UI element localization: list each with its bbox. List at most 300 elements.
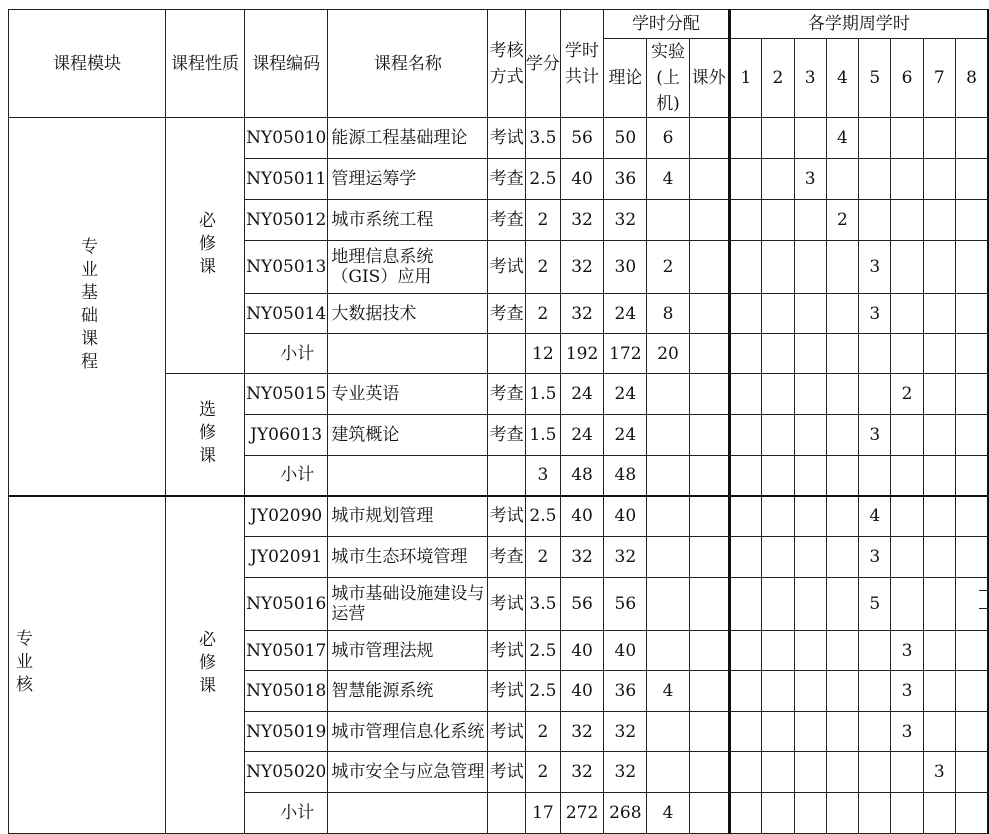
semester-5-hours: 4: [859, 496, 891, 537]
lab-hours: [647, 752, 689, 793]
semester-6-hours: [891, 496, 923, 537]
semester-6-hours: [891, 118, 923, 159]
lab-hours: [647, 496, 689, 537]
subtotal-exam-blank: [488, 456, 526, 496]
extra-hours: [689, 631, 729, 671]
subtotal-semester-2-blank: [762, 334, 794, 374]
subtotal-semester-5-blank: [859, 456, 891, 496]
theory-hours: 30: [604, 241, 647, 294]
course-code: NY05016: [245, 578, 328, 631]
extra-hours: [689, 159, 729, 200]
total-hours: 56: [560, 578, 603, 631]
subtotal-name-blank: [328, 793, 488, 834]
extra-hours: [689, 294, 729, 334]
extra-hours: [689, 537, 729, 578]
col-header-theory: 理论: [604, 39, 647, 118]
semester-8-hours: [955, 241, 988, 294]
exam-method: 考试: [488, 496, 526, 537]
course-name: 城市系统工程: [328, 200, 488, 241]
semester-7-hours: [923, 241, 955, 294]
semester-2-hours: [762, 294, 794, 334]
theory-hours: 40: [604, 631, 647, 671]
subtotal-credit: 12: [525, 334, 560, 374]
semester-8-hours: [955, 671, 988, 712]
col-header-exam: 考核方式: [488, 10, 526, 118]
subtotal-semester-8-blank: [955, 456, 988, 496]
course-name: 城市管理法规: [328, 631, 488, 671]
semester-1-hours: [729, 671, 762, 712]
col-header-code: 课程编码: [245, 10, 328, 118]
subtotal-semester-2-blank: [762, 793, 794, 834]
subtotal-semester-3-blank: [794, 334, 826, 374]
col-header-semester-title: 各学期周学时: [729, 10, 988, 39]
semester-8-hours: [955, 537, 988, 578]
semester-7-hours: [923, 118, 955, 159]
total-hours: 40: [560, 496, 603, 537]
lab-hours: [647, 537, 689, 578]
subtotal-semester-6-blank: [891, 793, 923, 834]
semester-5-hours: [859, 631, 891, 671]
extra-hours: [689, 752, 729, 793]
subtotal-semester-7-blank: [923, 793, 955, 834]
subtotal-credit: 17: [525, 793, 560, 834]
semester-8-hours: [955, 200, 988, 241]
col-header-lab: 实验(上机): [647, 39, 689, 118]
col-header-semester-3: 3: [794, 39, 826, 118]
module-title: 专业核: [9, 496, 166, 834]
exam-method: 考查: [488, 159, 526, 200]
col-header-semester-1: 1: [729, 39, 762, 118]
semester-5-hours: 5: [859, 578, 891, 631]
semester-2-hours: [762, 496, 794, 537]
col-header-semester-4: 4: [826, 39, 858, 118]
semester-5-hours: 3: [859, 294, 891, 334]
semester-2-hours: [762, 631, 794, 671]
semester-8-hours: [955, 712, 988, 752]
course-name: 城市生态环境管理: [328, 537, 488, 578]
semester-1-hours: [729, 159, 762, 200]
semester-1-hours: [729, 712, 762, 752]
subtotal-semester-4-blank: [826, 334, 858, 374]
semester-8-hours: [955, 159, 988, 200]
total-hours: 40: [560, 631, 603, 671]
theory-hours: 32: [604, 537, 647, 578]
credit: 2: [525, 241, 560, 294]
course-name: 智慧能源系统: [328, 671, 488, 712]
total-hours: 32: [560, 752, 603, 793]
total-hours: 56: [560, 118, 603, 159]
course-name: 城市安全与应急管理: [328, 752, 488, 793]
theory-hours: 36: [604, 671, 647, 712]
table-row: [9, 118, 989, 159]
semester-3-hours: [794, 415, 826, 456]
exam-method: 考试: [488, 578, 526, 631]
semester-7-hours: 3: [923, 752, 955, 793]
lab-hours: 6: [647, 118, 689, 159]
semester-6-hours: [891, 752, 923, 793]
semester-2-hours: [762, 374, 794, 415]
subtotal-extra-blank: [689, 793, 729, 834]
subtotal-lab: 4: [647, 793, 689, 834]
subtotal-hours: 192: [560, 334, 603, 374]
subtotal-theory: 172: [604, 334, 647, 374]
semester-3-hours: 3: [794, 159, 826, 200]
subtotal-hours: 48: [560, 456, 603, 496]
extra-hours: [689, 415, 729, 456]
semester-6-hours: [891, 578, 923, 631]
semester-7-hours: [923, 200, 955, 241]
subtotal-semester-5-blank: [859, 334, 891, 374]
semester-6-hours: 2: [891, 374, 923, 415]
semester-3-hours: [794, 537, 826, 578]
extra-hours: [689, 496, 729, 537]
subtotal-extra-blank: [689, 456, 729, 496]
semester-7-hours: [923, 671, 955, 712]
semester-4-hours: [826, 294, 858, 334]
subtotal-semester-1-blank: [729, 793, 762, 834]
col-header-name: 课程名称: [328, 10, 488, 118]
semester-5-hours: [859, 374, 891, 415]
semester-4-hours: [826, 631, 858, 671]
semester-2-hours: [762, 159, 794, 200]
semester-5-hours: [859, 671, 891, 712]
extra-hours: [689, 578, 729, 631]
semester-7-hours: [923, 159, 955, 200]
course-code: NY05020: [245, 752, 328, 793]
subtotal-semester-7-blank: [923, 456, 955, 496]
semester-3-hours: [794, 712, 826, 752]
theory-hours: 32: [604, 712, 647, 752]
subtotal-extra-blank: [689, 334, 729, 374]
semester-7-hours: [923, 374, 955, 415]
credit: 2: [525, 752, 560, 793]
subtotal-semester-8-blank: [955, 793, 988, 834]
subtotal-hours: 272: [560, 793, 603, 834]
col-header-extra: 课外: [689, 39, 729, 118]
semester-8-hours: [955, 496, 988, 537]
semester-3-hours: [794, 294, 826, 334]
exam-method: 考查: [488, 415, 526, 456]
semester-1-hours: [729, 294, 762, 334]
subtotal-semester-6-blank: [891, 456, 923, 496]
subtotal-credit: 3: [525, 456, 560, 496]
semester-3-hours: [794, 200, 826, 241]
exam-method: 考查: [488, 294, 526, 334]
semester-6-hours: [891, 241, 923, 294]
semester-6-hours: 3: [891, 631, 923, 671]
course-nature: 选修课: [166, 374, 245, 496]
semester-1-hours: [729, 752, 762, 793]
total-hours: 32: [560, 241, 603, 294]
subtotal-semester-3-blank: [794, 456, 826, 496]
course-name: 管理运筹学: [328, 159, 488, 200]
subtotal-lab: [647, 456, 689, 496]
semester-8-hours: [955, 415, 988, 456]
semester-4-hours: [826, 374, 858, 415]
semester-4-hours: [826, 415, 858, 456]
exam-method: 考试: [488, 671, 526, 712]
exam-method: 考查: [488, 537, 526, 578]
exam-method: 考试: [488, 241, 526, 294]
lab-hours: [647, 631, 689, 671]
lab-hours: 2: [647, 241, 689, 294]
course-name: 城市管理信息化系统: [328, 712, 488, 752]
course-name: 建筑概论: [328, 415, 488, 456]
exam-method: 考试: [488, 118, 526, 159]
extra-hours: [689, 374, 729, 415]
credit: 2.5: [525, 671, 560, 712]
semester-6-hours: [891, 415, 923, 456]
credit: 2.5: [525, 159, 560, 200]
total-hours: 32: [560, 712, 603, 752]
col-header-module: 课程模块: [9, 10, 166, 118]
semester-4-hours: [826, 496, 858, 537]
course-code: NY05011: [245, 159, 328, 200]
semester-4-hours: [826, 159, 858, 200]
semester-7-hours: [923, 294, 955, 334]
subtotal-semester-4-blank: [826, 793, 858, 834]
col-header-nature: 课程性质: [166, 10, 245, 118]
semester-5-hours: 3: [859, 415, 891, 456]
semester-4-hours: [826, 578, 858, 631]
course-name: 能源工程基础理论: [328, 118, 488, 159]
semester-7-hours: [923, 578, 955, 631]
semester-5-hours: [859, 200, 891, 241]
semester-1-hours: [729, 537, 762, 578]
lab-hours: 8: [647, 294, 689, 334]
col-header-semester-6: 6: [891, 39, 923, 118]
lab-hours: 4: [647, 671, 689, 712]
col-header-semester-2: 2: [762, 39, 794, 118]
subtotal-semester-3-blank: [794, 793, 826, 834]
total-hours: 40: [560, 159, 603, 200]
semester-6-hours: [891, 294, 923, 334]
subtotal-semester-2-blank: [762, 456, 794, 496]
credit: 3.5: [525, 578, 560, 631]
theory-hours: 50: [604, 118, 647, 159]
credit: 3.5: [525, 118, 560, 159]
exam-method: 考查: [488, 200, 526, 241]
semester-6-hours: [891, 159, 923, 200]
semester-5-hours: [859, 118, 891, 159]
exam-method: 考试: [488, 712, 526, 752]
semester-5-hours: [859, 752, 891, 793]
semester-3-hours: [794, 578, 826, 631]
semester-1-hours: [729, 118, 762, 159]
semester-5-hours: [859, 159, 891, 200]
course-name: 专业英语: [328, 374, 488, 415]
credit: 2: [525, 294, 560, 334]
course-code: NY05012: [245, 200, 328, 241]
course-name: 大数据技术: [328, 294, 488, 334]
course-code: JY02090: [245, 496, 328, 537]
semester-3-hours: [794, 631, 826, 671]
total-hours: 32: [560, 537, 603, 578]
credit: 2: [525, 200, 560, 241]
subtotal-label: 小计: [245, 793, 328, 834]
semester-4-hours: 2: [826, 200, 858, 241]
lab-hours: 4: [647, 159, 689, 200]
lab-hours: [647, 578, 689, 631]
semester-6-hours: [891, 537, 923, 578]
course-code: NY05017: [245, 631, 328, 671]
credit: 2: [525, 537, 560, 578]
table-body: [9, 118, 989, 834]
semester-2-hours: [762, 200, 794, 241]
curriculum-table: [8, 9, 989, 834]
subtotal-semester-1-blank: [729, 456, 762, 496]
semester-1-hours: [729, 374, 762, 415]
semester-1-hours: [729, 415, 762, 456]
subtotal-theory: 48: [604, 456, 647, 496]
exam-method: 考试: [488, 752, 526, 793]
credit: 2: [525, 712, 560, 752]
semester-3-hours: [794, 752, 826, 793]
table-row: [9, 496, 989, 537]
credit: 2.5: [525, 496, 560, 537]
exam-method: 考试: [488, 631, 526, 671]
total-hours: 24: [560, 415, 603, 456]
subtotal-exam-blank: [488, 793, 526, 834]
theory-hours: 32: [604, 200, 647, 241]
course-code: NY05019: [245, 712, 328, 752]
semester-1-hours: [729, 631, 762, 671]
semester-3-hours: [794, 118, 826, 159]
total-hours: 40: [560, 671, 603, 712]
theory-hours: 24: [604, 415, 647, 456]
semester-3-hours: [794, 374, 826, 415]
course-nature: 必修课: [166, 496, 245, 834]
semester-3-hours: [794, 671, 826, 712]
credit: 1.5: [525, 415, 560, 456]
subtotal-label: 小计: [245, 334, 328, 374]
subtotal-name-blank: [328, 334, 488, 374]
semester-2-hours: [762, 671, 794, 712]
semester-4-hours: [826, 752, 858, 793]
module-title: 专业基础课程: [9, 118, 166, 496]
lab-hours: [647, 200, 689, 241]
theory-hours: 24: [604, 294, 647, 334]
semester-2-hours: [762, 752, 794, 793]
semester-6-hours: 3: [891, 671, 923, 712]
semester-3-hours: [794, 496, 826, 537]
semester-8-hours: [955, 631, 988, 671]
col-header-distribution: 学时分配: [604, 10, 730, 39]
course-code: NY05010: [245, 118, 328, 159]
semester-6-hours: 3: [891, 712, 923, 752]
subtotal-semester-5-blank: [859, 793, 891, 834]
exam-method: 考查: [488, 374, 526, 415]
course-name: 城市基础设施建设与运营: [328, 578, 488, 631]
semester-2-hours: [762, 537, 794, 578]
semester-4-hours: [826, 241, 858, 294]
semester-2-hours: [762, 118, 794, 159]
semester-5-hours: [859, 712, 891, 752]
extra-hours: [689, 712, 729, 752]
semester-5-hours: 3: [859, 241, 891, 294]
subtotal-label: 小计: [245, 456, 328, 496]
subtotal-semester-7-blank: [923, 334, 955, 374]
semester-8-hours: [955, 294, 988, 334]
subtotal-semester-6-blank: [891, 334, 923, 374]
extra-hours: [689, 200, 729, 241]
subtotal-semester-8-blank: [955, 334, 988, 374]
semester-7-hours: [923, 415, 955, 456]
col-header-semester-7: 7: [923, 39, 955, 118]
semester-1-hours: [729, 496, 762, 537]
semester-6-hours: [891, 200, 923, 241]
col-header-total-hours: 学时共计: [560, 10, 603, 118]
semester-4-hours: [826, 712, 858, 752]
semester-7-hours: [923, 712, 955, 752]
semester-1-hours: [729, 241, 762, 294]
lab-hours: [647, 712, 689, 752]
semester-4-hours: 4: [826, 118, 858, 159]
semester-4-hours: [826, 537, 858, 578]
course-code: JY02091: [245, 537, 328, 578]
semester-8-hours: [955, 578, 988, 631]
extra-hours: [689, 671, 729, 712]
semester-2-hours: [762, 712, 794, 752]
course-code: NY05015: [245, 374, 328, 415]
semester-4-hours: [826, 671, 858, 712]
semester-3-hours: [794, 241, 826, 294]
semester-1-hours: [729, 578, 762, 631]
semester-8-hours: [955, 118, 988, 159]
semester-5-hours: 3: [859, 537, 891, 578]
col-header-semester-5: 5: [859, 39, 891, 118]
subtotal-exam-blank: [488, 334, 526, 374]
credit: 1.5: [525, 374, 560, 415]
course-name: 地理信息系统（GIS）应用: [328, 241, 488, 294]
semester-2-hours: [762, 415, 794, 456]
semester-2-hours: [762, 241, 794, 294]
theory-hours: 24: [604, 374, 647, 415]
theory-hours: 56: [604, 578, 647, 631]
total-hours: 32: [560, 200, 603, 241]
semester-7-hours: [923, 496, 955, 537]
theory-hours: 36: [604, 159, 647, 200]
subtotal-semester-1-blank: [729, 334, 762, 374]
sheet-edge-stub: [979, 590, 989, 591]
course-code: NY05018: [245, 671, 328, 712]
theory-hours: 40: [604, 496, 647, 537]
semester-2-hours: [762, 578, 794, 631]
total-hours: 24: [560, 374, 603, 415]
subtotal-lab: 20: [647, 334, 689, 374]
sheet-edge-stub: [979, 608, 989, 609]
extra-hours: [689, 241, 729, 294]
total-hours: 32: [560, 294, 603, 334]
subtotal-name-blank: [328, 456, 488, 496]
lab-hours: [647, 374, 689, 415]
lab-hours: [647, 415, 689, 456]
course-name: 城市规划管理: [328, 496, 488, 537]
semester-7-hours: [923, 537, 955, 578]
course-code: NY05013: [245, 241, 328, 294]
subtotal-semester-4-blank: [826, 456, 858, 496]
subtotal-theory: 268: [604, 793, 647, 834]
col-header-credit: 学分: [525, 10, 560, 118]
semester-7-hours: [923, 631, 955, 671]
theory-hours: 32: [604, 752, 647, 793]
semester-1-hours: [729, 200, 762, 241]
course-code: JY06013: [245, 415, 328, 456]
semester-8-hours: [955, 374, 988, 415]
credit: 2.5: [525, 631, 560, 671]
semester-8-hours: [955, 752, 988, 793]
col-header-semester-8: 8: [955, 39, 988, 118]
